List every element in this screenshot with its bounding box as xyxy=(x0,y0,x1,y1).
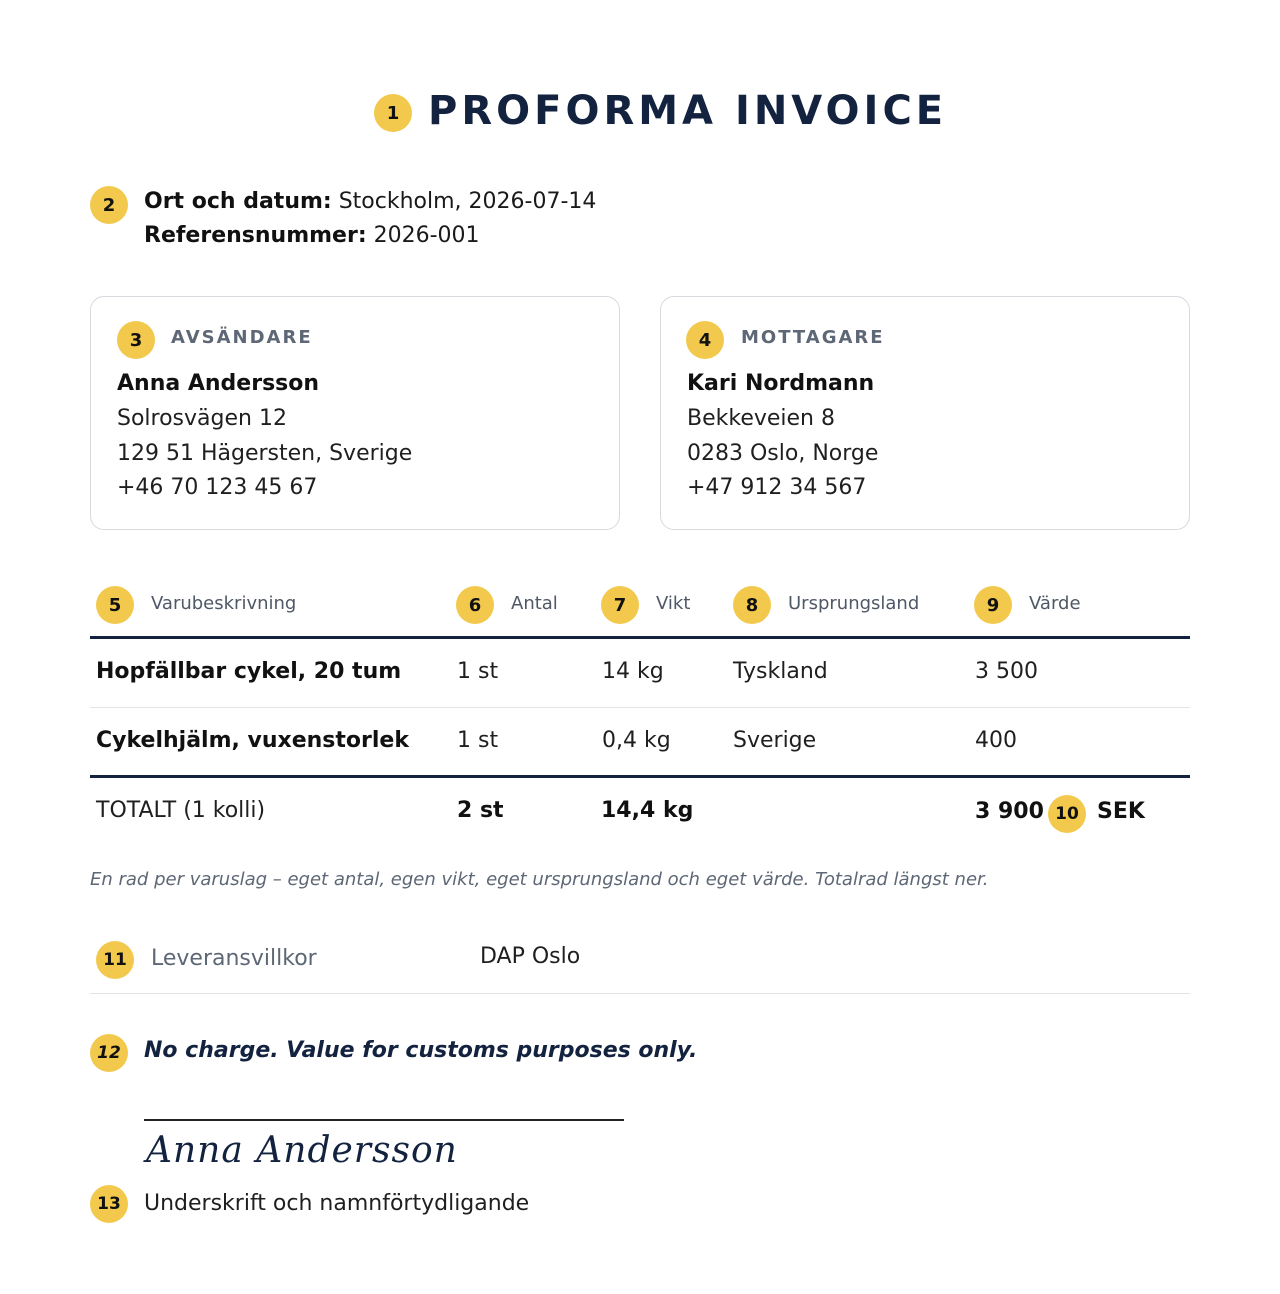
sender-heading: AVSÄNDARE xyxy=(171,327,313,348)
total-quantity: 2 st xyxy=(457,798,504,823)
reference-number xyxy=(144,223,480,248)
row2-origin: Sverige xyxy=(733,728,817,753)
recipient-street: Bekkeveien 8 xyxy=(687,406,835,431)
table-note: En rad per varuslag – eget antal, egen vikt, eget ursprungsland och eget värde. Totalrad längst ner. xyxy=(90,869,989,890)
sender-card xyxy=(90,296,620,530)
recipient-phone: +47 912 34 567 xyxy=(687,475,867,500)
terms-value: DAP Oslo xyxy=(480,944,581,969)
badge-10: 10 xyxy=(1048,795,1086,833)
signature-label: Underskrift och namnförtydligande xyxy=(144,1191,530,1216)
sender-phone: +46 70 123 45 67 xyxy=(117,475,318,500)
badge-13: 13 xyxy=(90,1185,128,1223)
row2-weight: 0,4 kg xyxy=(602,728,671,753)
badge-8: 8 xyxy=(733,586,771,624)
sender-street: Solrosvägen 12 xyxy=(117,406,287,431)
badge-11: 11 xyxy=(96,941,134,979)
table-total-rule xyxy=(90,775,1190,778)
badge-3: 3 xyxy=(117,321,155,359)
row1-description: Hopfällbar cykel, 20 tum xyxy=(96,659,402,684)
badge-12: 12 xyxy=(90,1034,128,1072)
row2-description: Cykelhjälm, vuxenstorlek xyxy=(96,728,409,753)
recipient-city: 0283 Oslo, Norge xyxy=(687,441,879,466)
page-title: PROFORMA INVOICE xyxy=(428,88,948,134)
place-date-label: Ort och datum: xyxy=(144,189,332,214)
table-header-rule xyxy=(90,636,1190,639)
row2-value: 400 xyxy=(975,728,1017,753)
terms-divider xyxy=(90,993,1190,994)
badge-9: 9 xyxy=(974,586,1012,624)
sender-name: Anna Andersson xyxy=(117,371,320,396)
badge-7: 7 xyxy=(601,586,639,624)
badge-4: 4 xyxy=(686,321,724,359)
place-date-value: Stockholm, 2026-07-14 xyxy=(338,189,597,214)
row1-origin: Tyskland xyxy=(733,659,828,684)
recipient-name: Kari Nordmann xyxy=(687,371,875,396)
sender-city: 129 51 Hägersten, Sverige xyxy=(117,441,413,466)
total-value: 3 900 xyxy=(975,799,1044,824)
header-weight: Vikt xyxy=(656,593,691,614)
header-value: Värde xyxy=(1029,593,1081,614)
row1-weight: 14 kg xyxy=(602,659,664,684)
badge-6: 6 xyxy=(456,586,494,624)
header-description: Varubeskrivning xyxy=(151,593,297,614)
total-weight: 14,4 kg xyxy=(601,798,694,823)
badge-2: 2 xyxy=(90,186,128,224)
reference-value: 2026-001 xyxy=(373,223,480,248)
total-currency: SEK xyxy=(1097,799,1145,824)
row-divider xyxy=(90,707,1190,708)
terms-label: Leveransvillkor xyxy=(151,946,317,971)
reference-label: Referensnummer: xyxy=(144,223,367,248)
signature: Anna Andersson xyxy=(146,1130,458,1171)
row1-value: 3 500 xyxy=(975,659,1038,684)
badge-5: 5 xyxy=(96,586,134,624)
signature-line xyxy=(144,1119,624,1121)
row1-quantity: 1 st xyxy=(457,659,499,684)
total-label: TOTALT (1 kolli) xyxy=(96,798,266,823)
header-quantity: Antal xyxy=(511,593,558,614)
recipient-card xyxy=(660,296,1190,530)
charge-statement: No charge. Value for customs purposes only. xyxy=(144,1038,698,1063)
header-origin: Ursprungsland xyxy=(788,593,920,614)
row2-quantity: 1 st xyxy=(457,728,499,753)
badge-1: 1 xyxy=(374,94,412,132)
recipient-heading: MOTTAGARE xyxy=(741,327,885,348)
place-date xyxy=(144,189,596,214)
